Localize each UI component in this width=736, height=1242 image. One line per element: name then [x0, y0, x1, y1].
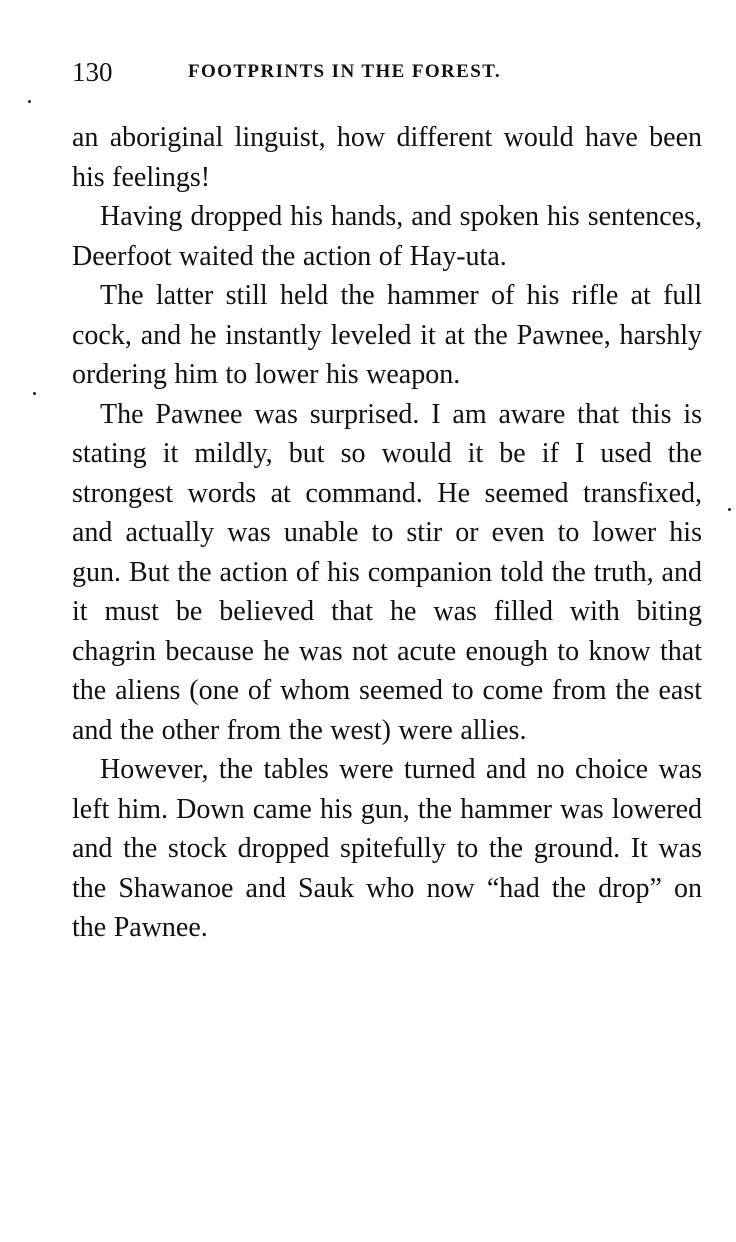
book-page: [72, 52, 702, 948]
page-number: 130: [72, 57, 113, 87]
paragraph: The latter still held the hammer of his rifle at full cock, and he instantly leveled it at the Pawnee, harshly ordering him to lower his weapon.: [72, 280, 702, 390]
body-text: [72, 118, 702, 948]
print-speck: [728, 508, 731, 511]
paragraph: Having dropped his hands, and spoken his sentences, Deerfoot waited the action of Hay-uta.: [72, 201, 702, 272]
print-speck: [28, 100, 31, 103]
paragraph-continued: an aboriginal linguist, how different would have been his feelings!: [72, 122, 702, 193]
paragraph: However, the tables were turned and no choice was left him. Down came his gun, the hammer was lowered and the stock dropped spitefully to the ground. It was the Shawanoe and Sauk who now “had the drop” on the Pawnee.: [72, 754, 702, 943]
paragraph: The Pawnee was surprised. I am aware that this is stating it mildly, but so would it be if I used the strongest words at command. He seemed transfixed, and actually was unable to stir or even to lower his gun. But the action of his companion told the truth, and it must be believed that he was filled with biting chagrin because he was not acute enough to know that the aliens (one of whom seemed to come from the east and the other from the west) were allies.: [72, 398, 702, 746]
page-header-title: FOOTPRINTS IN THE FOREST.: [188, 61, 502, 82]
print-speck: [33, 392, 36, 395]
running-head: [72, 52, 702, 92]
